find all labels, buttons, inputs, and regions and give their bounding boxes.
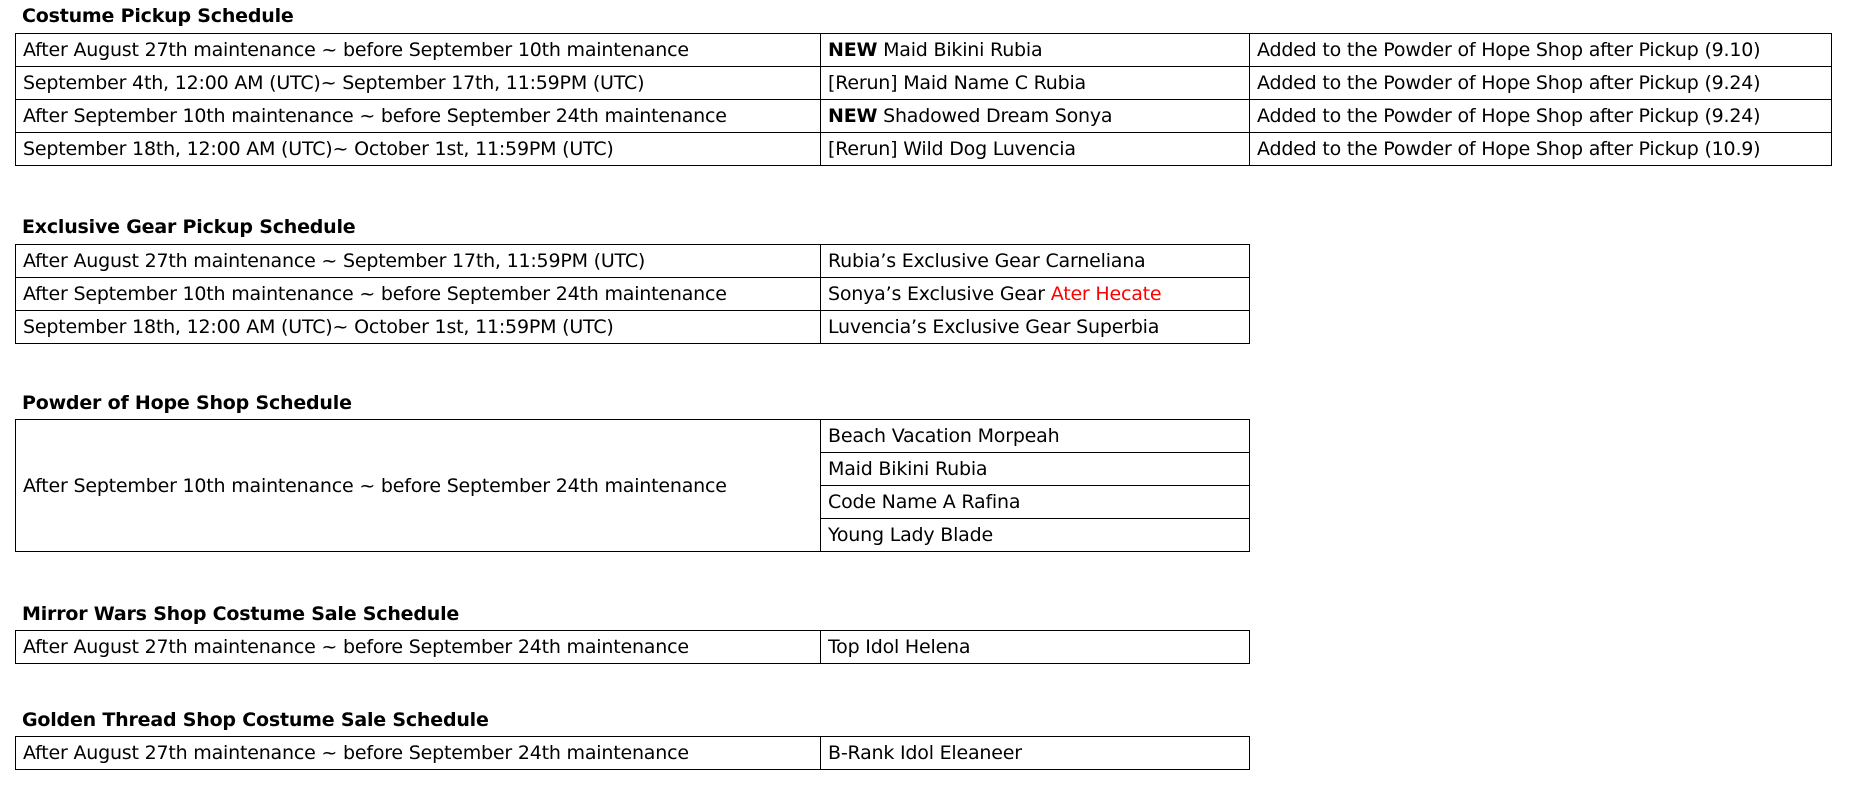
- costume-cell: [821, 100, 1250, 133]
- table-row: [16, 133, 1832, 166]
- shop-item-cell: B-Rank Idol Eleaneer: [821, 737, 1250, 770]
- shop-item-cell: Young Lady Blade: [821, 519, 1250, 552]
- gear-name: Sonya’s Exclusive Gear: [828, 283, 1051, 305]
- period-cell: After September 10th maintenance ~ before September 24th maintenance: [16, 278, 821, 311]
- table-row: [16, 245, 1250, 278]
- note-cell: Added to the Powder of Hope Shop after Pickup (10.9): [1250, 133, 1832, 166]
- period-cell: After August 27th maintenance ~ before September 24th maintenance: [16, 631, 821, 664]
- gear-cell: [821, 245, 1250, 278]
- costume-name: Maid Bikini Rubia: [877, 39, 1043, 61]
- shop-item-cell: Code Name A Rafina: [821, 486, 1250, 519]
- costume-name: [Rerun] Wild Dog Luvencia: [828, 138, 1076, 160]
- shop-item-cell: Maid Bikini Rubia: [821, 453, 1250, 486]
- table-row: [16, 278, 1250, 311]
- table-row: [16, 100, 1832, 133]
- gear-name: Luvencia’s Exclusive Gear Superbia: [828, 316, 1160, 338]
- table-row: [16, 631, 1250, 664]
- gear-name: Rubia’s Exclusive Gear Carneliana: [828, 250, 1146, 272]
- mirror-wars-table: [15, 630, 1250, 664]
- table-row: [16, 737, 1250, 770]
- period-cell: After September 10th maintenance ~ before September 24th maintenance: [16, 420, 821, 552]
- golden-thread-table: [15, 736, 1250, 770]
- period-cell: September 18th, 12:00 AM (UTC)~ October 1st, 11:59PM (UTC): [16, 311, 821, 344]
- costume-name: Shadowed Dream Sonya: [877, 105, 1113, 127]
- period-cell: September 18th, 12:00 AM (UTC)~ October 1st, 11:59PM (UTC): [16, 133, 821, 166]
- table-row: [16, 420, 1250, 453]
- costume-cell: [821, 133, 1250, 166]
- powder-shop-title: Powder of Hope Shop Schedule: [22, 392, 352, 414]
- mirror-wars-title: Mirror Wars Shop Costume Sale Schedule: [22, 603, 460, 625]
- table-row: [16, 67, 1832, 100]
- note-cell: Added to the Powder of Hope Shop after Pickup (9.24): [1250, 67, 1832, 100]
- golden-thread-title: Golden Thread Shop Costume Sale Schedule: [22, 709, 489, 731]
- shop-item-cell: Top Idol Helena: [821, 631, 1250, 664]
- costume-pickup-title: Costume Pickup Schedule: [22, 5, 294, 27]
- note-cell: Added to the Powder of Hope Shop after Pickup (9.10): [1250, 34, 1832, 67]
- period-cell: After September 10th maintenance ~ before September 24th maintenance: [16, 100, 821, 133]
- table-row: [16, 34, 1832, 67]
- period-cell: After August 27th maintenance ~ before September 10th maintenance: [16, 34, 821, 67]
- exclusive-gear-title: Exclusive Gear Pickup Schedule: [22, 216, 356, 238]
- new-tag: NEW: [828, 39, 878, 61]
- exclusive-gear-table: [15, 244, 1250, 344]
- powder-shop-table: [15, 419, 1250, 552]
- gear-cell: [821, 311, 1250, 344]
- note-cell: Added to the Powder of Hope Shop after Pickup (9.24): [1250, 100, 1832, 133]
- gear-cell: [821, 278, 1250, 311]
- costume-name: [Rerun] Maid Name C Rubia: [828, 72, 1086, 94]
- table-row: [16, 311, 1250, 344]
- period-cell: After August 27th maintenance ~ September 17th, 11:59PM (UTC): [16, 245, 821, 278]
- costume-pickup-table: [15, 33, 1832, 166]
- new-tag: NEW: [828, 105, 878, 127]
- costume-cell: [821, 34, 1250, 67]
- shop-item-cell: Beach Vacation Morpeah: [821, 420, 1250, 453]
- gear-highlight: Ater Hecate: [1050, 283, 1162, 305]
- period-cell: After August 27th maintenance ~ before September 24th maintenance: [16, 737, 821, 770]
- costume-cell: [821, 67, 1250, 100]
- period-cell: September 4th, 12:00 AM (UTC)~ September 17th, 11:59PM (UTC): [16, 67, 821, 100]
